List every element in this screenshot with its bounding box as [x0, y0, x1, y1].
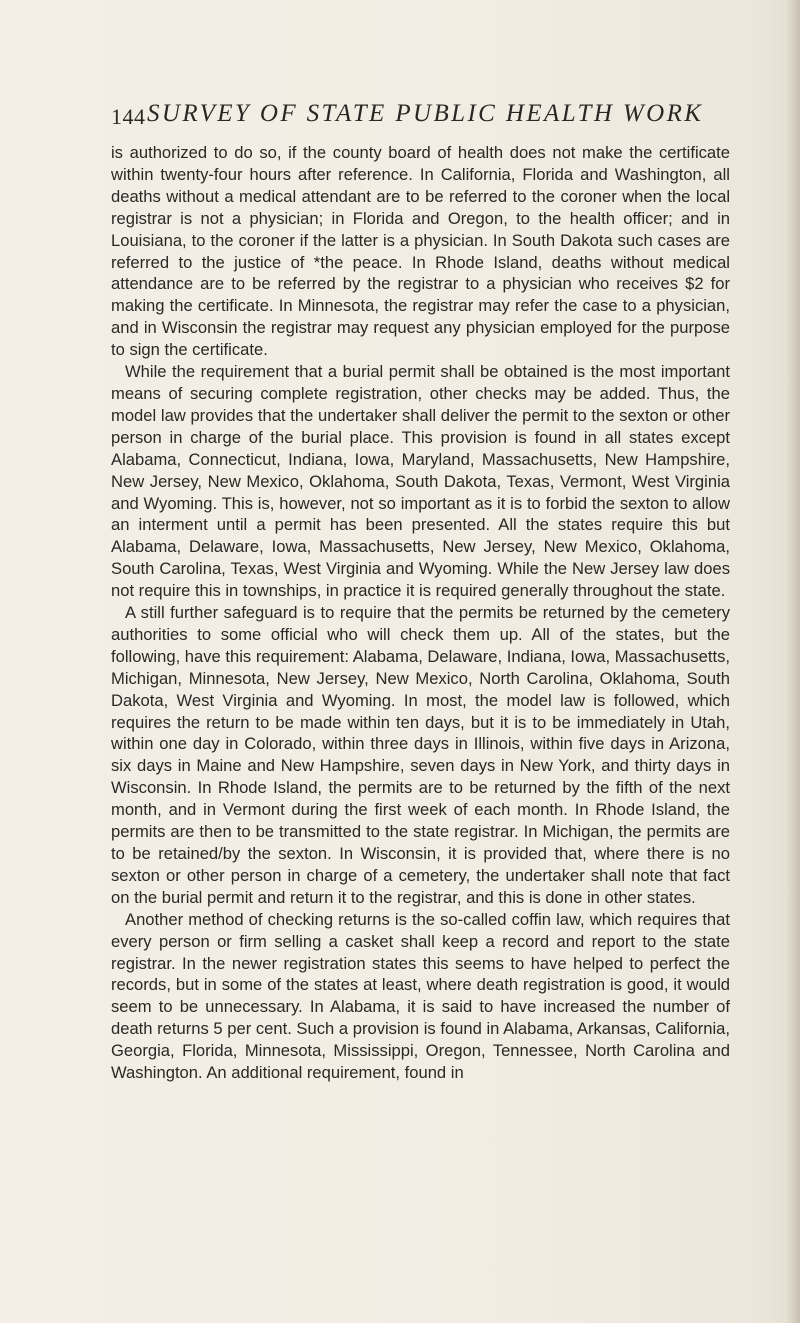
- running-head: SURVEY OF STATE PUBLIC HEALTH WORK: [147, 100, 704, 127]
- paragraph: is authorized to do so, if the county board of health does not make the certificate within twenty-four hours after reference. In California, Florida and Washington, all deaths without a medical attendant are to be referred to the coroner when the local registrar is not a physician; in Florida and Oregon, to the health officer; and in Louisiana, to the coroner if the latter is a physician. In South Dakota such cases are referred to the justice of *the peace. In Rhode Island, deaths without medical attendance are to be referred by the registrar to a physician who receives $2 for making the certificate. In Minnesota, the registrar may refer the case to a physician, and in Wisconsin the registrar may request any physician employed for the purpose to sign the certificate.: [111, 143, 730, 360]
- page-number: 144: [111, 104, 146, 129]
- paragraph: A still further safeguard is to require that the permits be returned by the cemetery authorities to some official who will check them up. All of the states, but the following, have this requirement: Alabama, Delaware, Indiana, Iowa, Massachusetts, Michigan, Minnesota, New Jersey, New Mexico, North Carolina, Oklahoma, South Dakota, West Virginia and Wyoming. In most, the model law is followed, which requires the return to be made within ten days, but it is to be immediately in Utah, within one day in Colorado, within three days in Illinois, within five days in Arizona, six days in Maine and New Hampshire, seven days in New York, and thirty days in Wisconsin. In Rhode Island, the permits are to be returned by the fifth of the next month, and in Vermont during the first week of each month. In Rhode Island, the permits are then to be transmitted to the state registrar. In Michigan, the permits are to be retained/by the sexton. In Wisconsin, it is provided that, where there is no sexton or other person in charge of a cemetery, the undertaker shall note that fact on the burial permit and return it to the registrar, and this is done in other states.: [111, 603, 730, 907]
- page-edge-shadow: [786, 0, 800, 1323]
- body-text: [111, 142, 730, 1084]
- paragraph: Another method of checking returns is the so-called coffin law, which requires that every person or firm selling a casket shall keep a record and report to the state registrar. In the newer registration states this seems to have helped to perfect the records, but in some of the states at least, where death registration is good, it would seem to be unnecessary. In Alabama, it is said to have increased the number of death returns 5 per cent. Such a provision is found in Alabama, Arkansas, California, Georgia, Florida, Minnesota, Mississippi, Oregon, Tennessee, North Carolina and Washington. An additional requirement, found in: [111, 909, 730, 1083]
- paragraph: While the requirement that a burial permit shall be obtained is the most important means of securing complete registration, other checks may be added. Thus, the model law provides that the undertaker shall deliver the permit to the sexton or other person in charge of the burial place. This provision is found in all states except Alabama, Connecticut, Indiana, Iowa, Maryland, Massachusetts, New Hampshire, New Jersey, New Mexico, Oklahoma, South Dakota, Texas, Vermont, West Virginia and Wyoming. This is, however, not so important as it is to forbid the sexton to allow an interment until a permit has been presented. All the states require this but Alabama, Delaware, Iowa, Massachusetts, New Jersey, New Mexico, Oklahoma, South Carolina, Texas, West Virginia and Wyoming. While the New Jersey law does not require this in townships, in practice it is required generally throughout the state.: [111, 362, 730, 601]
- page-header: [111, 100, 704, 134]
